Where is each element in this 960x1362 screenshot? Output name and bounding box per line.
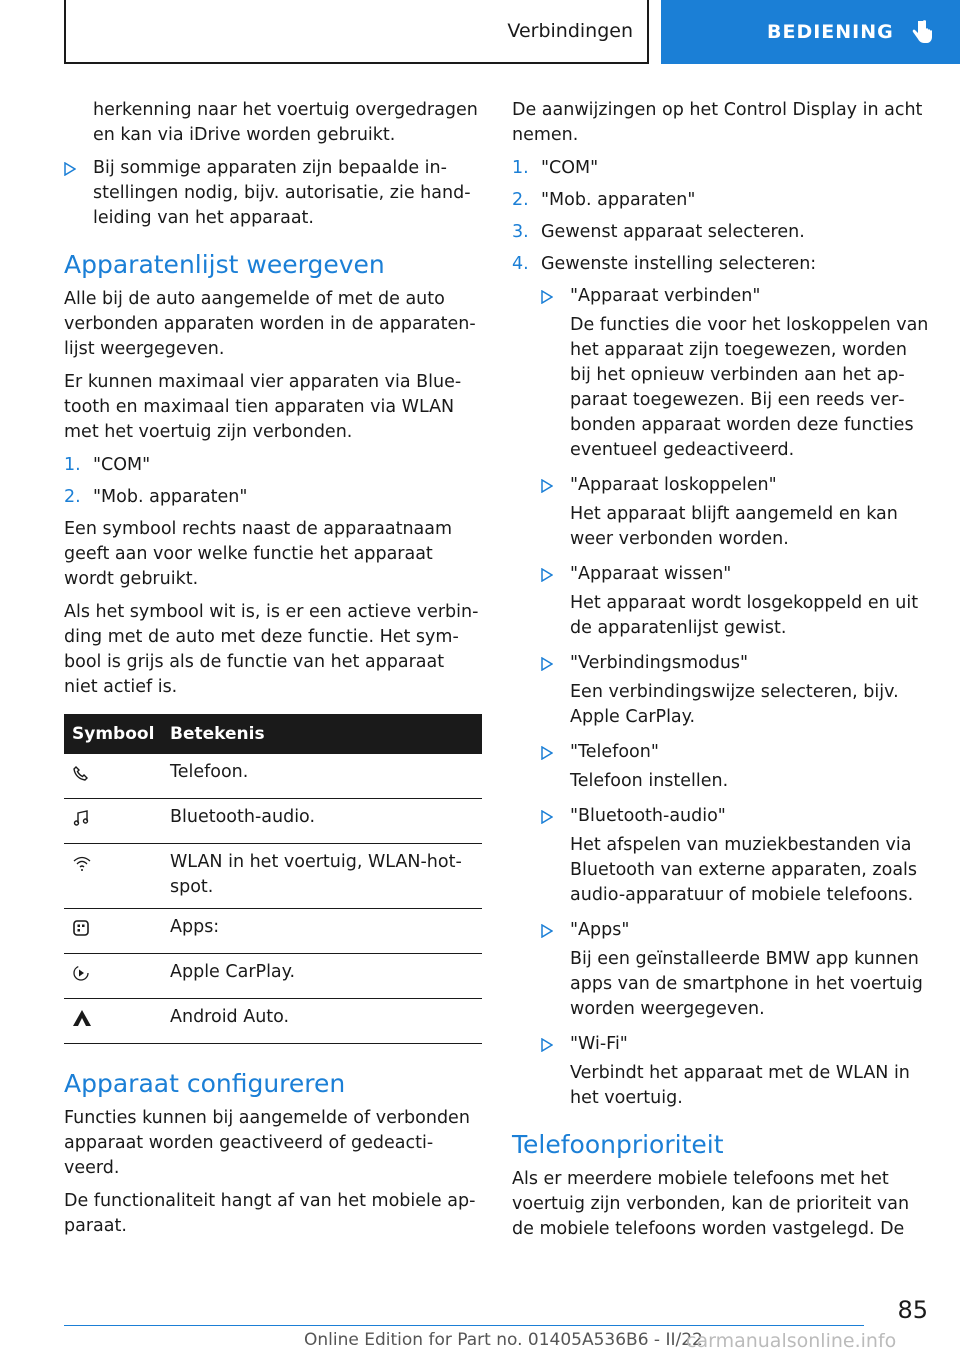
option-title: "Verbindingsmodus" [570, 653, 749, 673]
table-row [64, 799, 482, 844]
option-item [512, 804, 932, 829]
step-text: "Mob. apparaten" [541, 190, 696, 210]
bullet-triangle-icon [541, 657, 553, 671]
option-item [512, 562, 932, 587]
carplay-icon [72, 964, 90, 982]
numbered-step [512, 252, 932, 277]
paragraph: Een symbool rechts naast de apparaatnaam geeft aan voor welke functie het apparaat wordt gebruikt. [64, 519, 453, 589]
option-description: Een verbindingswijze selecteren, bijv. Apple CarPlay. [570, 682, 899, 727]
option-item [512, 651, 932, 676]
step-number: 2. [512, 190, 529, 210]
paragraph: Er kunnen maximaal vier apparaten via Bluetooth en maximaal tien apparaten via WLAN met het voertuig zijn verbonden. [64, 372, 462, 442]
step-text: Gewenst apparaat selecteren. [541, 222, 805, 242]
footer-edition: Online Edition for Part no. 01405A536B6 - II/22 [304, 1330, 703, 1350]
table-cell: Telefoon. [169, 754, 482, 799]
option-description: Telefoon instellen. [570, 771, 729, 791]
option-item [512, 473, 932, 498]
step-number: 3. [512, 222, 529, 242]
table-row [64, 844, 482, 909]
intro-continuation: herkenning naar het voertuig overgedragen en kan via iDrive worden gebruikt. [93, 100, 478, 145]
option-description: Het apparaat blijft aangemeld en kan weer verbonden worden. [570, 504, 898, 549]
header-section-box [64, 0, 649, 64]
bullet-triangle-icon [541, 746, 553, 760]
phone-icon [72, 764, 90, 782]
numbered-step [64, 485, 482, 510]
list-item [64, 156, 482, 231]
android-auto-icon [72, 1009, 92, 1027]
table-row [64, 954, 482, 999]
option-description: Bij een geïnstalleerde BMW app kunnen apps van de smartphone in het voertuig worden weergegeven. [570, 949, 923, 1019]
numbered-step [512, 188, 932, 213]
bullet-triangle-icon [541, 568, 553, 582]
table-cell: WLAN in het voertuig, WLAN-hotspot. [169, 844, 482, 909]
wifi-icon [72, 854, 92, 872]
step-text: "COM" [93, 455, 151, 475]
bullet-triangle-icon [541, 290, 553, 304]
header-section-title: Verbindingen [507, 20, 633, 42]
paragraph: De aanwijzingen op het Control Display in acht nemen. [512, 100, 923, 145]
heading-device-list: Apparatenlijst weergeven [64, 250, 385, 279]
option-item [512, 284, 932, 309]
paragraph: Als er meerdere mobiele telefoons met het voertuig zijn verbonden, kan de prioriteit van de mobiele telefoons worden vastgelegd. De [512, 1169, 910, 1239]
option-title: "Apps" [570, 920, 630, 940]
option-item [512, 740, 932, 765]
footer-divider [64, 1325, 864, 1326]
paragraph: Functies kunnen bij aangemelde of verbonden apparaat worden geactiveerd of gedeactiveerd. [64, 1108, 470, 1178]
option-title: "Bluetooth-audio" [570, 806, 726, 826]
option-description: Het apparaat wordt losgekoppeld en uit de apparatenlijst gewist. [570, 593, 919, 638]
bullet-triangle-icon [541, 479, 553, 493]
watermark: carmanualsonline.info [686, 1330, 897, 1352]
hand-pointer-icon [912, 19, 934, 45]
bullet-triangle-icon [64, 162, 76, 176]
table-row [64, 999, 482, 1044]
heading-phone-priority: Telefoonprioriteit [512, 1130, 724, 1159]
table-cell: Apple CarPlay. [169, 954, 482, 999]
column-header-symbol: Symbool [64, 714, 169, 754]
table-cell: Apps: [169, 909, 482, 954]
option-item [512, 918, 932, 943]
paragraph: Als het symbool wit is, is er een actieve verbinding met de auto met deze functie. Het symbool is grijs als de functie van het apparaat niet actief is. [64, 602, 479, 697]
option-title: "Telefoon" [570, 742, 659, 762]
numbered-step [512, 220, 932, 245]
table-row [64, 909, 482, 954]
header-chapter-title: BEDIENING [767, 21, 894, 43]
option-item [512, 1032, 932, 1057]
bullet-triangle-icon [541, 1038, 553, 1052]
apps-icon [72, 919, 90, 937]
option-title: "Apparaat loskoppelen" [570, 475, 777, 495]
column-header-meaning: Betekenis [169, 714, 482, 754]
numbered-step [512, 156, 932, 181]
bullet-triangle-icon [541, 924, 553, 938]
table-row [64, 754, 482, 799]
list-item-text: Bij sommige apparaten zijn bepaalde instellingen nodig, bijv. autorisatie, zie handleiding van het apparaat. [93, 158, 471, 228]
option-description: De functies die voor het loskoppelen van het apparaat zijn toegewezen, worden bij het opnieuw verbinden aan het apparaat toegewezen. Bij een reeds verbonden apparaat worden deze functies eventueel gedeactiveerd. [570, 315, 929, 460]
page-number: 85 [897, 1296, 928, 1324]
right-column [512, 98, 932, 1250]
step-text: Gewenste instelling selecteren: [541, 254, 817, 274]
step-number: 2. [64, 487, 81, 507]
option-title: "Apparaat verbinden" [570, 286, 761, 306]
heading-configure-device: Apparaat configureren [64, 1069, 346, 1098]
step-text: "COM" [541, 158, 599, 178]
step-number: 1. [64, 455, 81, 475]
step-text: "Mob. apparaten" [93, 487, 248, 507]
option-description: Het afspelen van muziekbestanden via Bluetooth van externe apparaten, zoals audio-apparatuur of mobiele telefoons. [570, 835, 918, 905]
step-number: 1. [512, 158, 529, 178]
option-description: Verbindt het apparaat met de WLAN in het voertuig. [570, 1063, 910, 1108]
table-header-row [64, 714, 482, 754]
bullet-triangle-icon [541, 810, 553, 824]
step-number: 4. [512, 254, 529, 274]
table-cell: Android Auto. [169, 999, 482, 1044]
option-title: "Apparaat wissen" [570, 564, 732, 584]
paragraph: Alle bij de auto aangemelde of met de auto verbonden apparaten worden in de apparatenlijst weergegeven. [64, 289, 476, 359]
option-title: "Wi-Fi" [570, 1034, 628, 1054]
symbol-table [64, 714, 482, 1044]
music-note-icon [72, 809, 90, 827]
numbered-step [64, 453, 482, 478]
table-cell: Bluetooth-audio. [169, 799, 482, 844]
paragraph: De functionaliteit hangt af van het mobiele apparaat. [64, 1191, 476, 1236]
header-chapter-box [661, 0, 960, 64]
left-column [64, 98, 482, 1247]
